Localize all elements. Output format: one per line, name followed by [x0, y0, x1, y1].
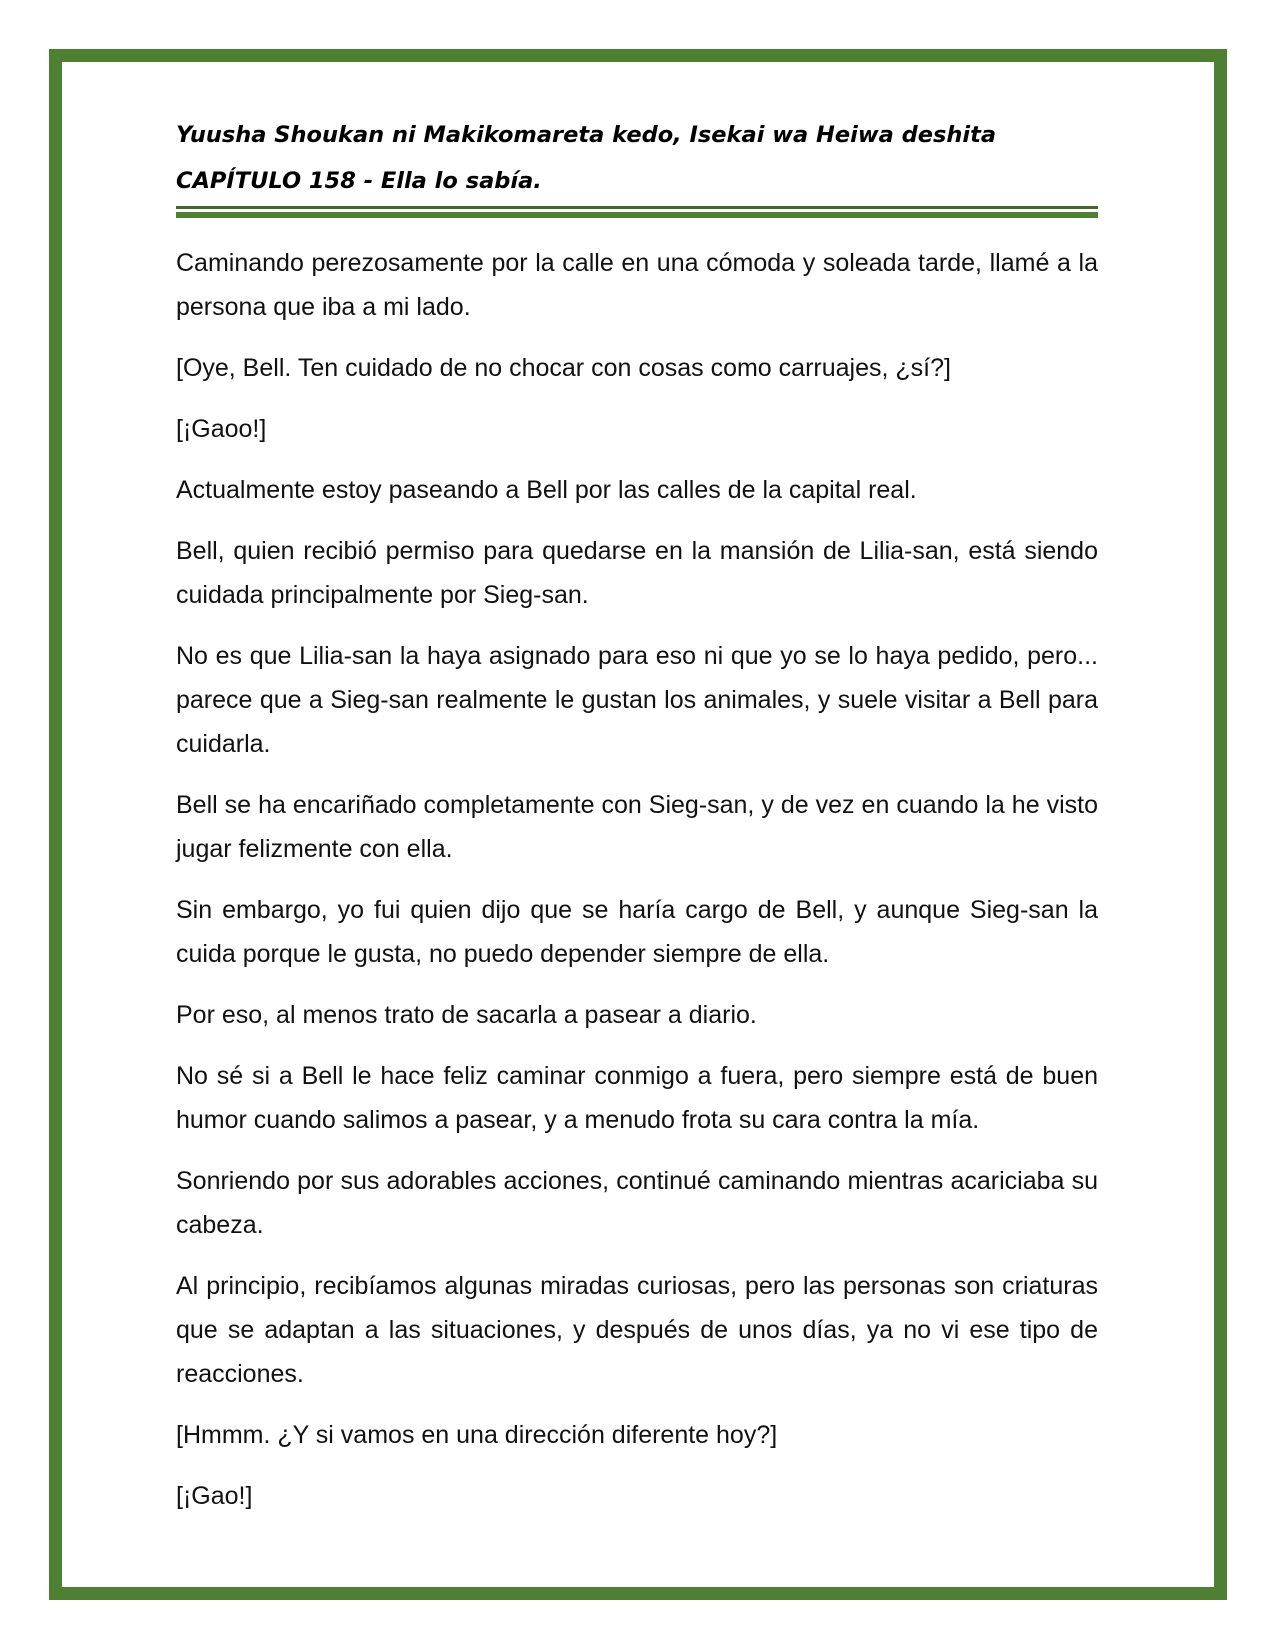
paragraph: No es que Lilia-san la haya asignado para eso ni que yo se lo haya pedido, pero... parece que a Sieg-san realmente le gustan los animales, y suele visitar a Bell para cuidarla. — [176, 642, 1098, 758]
paragraph: Bell, quien recibió permiso para quedarse en la mansión de Lilia-san, está siendo cuidada principalmente por Sieg-san. — [176, 537, 1098, 609]
paragraph: Por eso, al menos trato de sacarla a pasear a diario. — [176, 1001, 757, 1029]
chapter-header — [176, 112, 1098, 218]
paragraph: Caminando perezosamente por la calle en una cómoda y soleada tarde, llamé a la persona que iba a mi lado. — [176, 249, 1098, 321]
chapter-title: CAPÍTULO 158 - Ella lo sabía. — [176, 168, 542, 194]
paragraph: Sin embargo, yo fui quien dijo que se haría cargo de Bell, y aunque Sieg-san la cuida porque le gusta, no puedo depender siempre de ella. — [176, 896, 1098, 968]
paragraph: [¡Gao!] — [176, 1482, 253, 1510]
document-content — [176, 112, 1098, 1535]
paragraph: [Oye, Bell. Ten cuidado de no chocar con cosas como carruajes, ¿sí?] — [176, 354, 951, 382]
paragraph: No sé si a Bell le hace feliz caminar conmigo a fuera, pero siempre está de buen humor cuando salimos a pasear, y a menudo frota su cara contra la mía. — [176, 1062, 1098, 1134]
paragraph: Al principio, recibíamos algunas miradas curiosas, pero las personas son criaturas que se adaptan a las situaciones, y después de unos días, ya no vi ese tipo de reacciones. — [176, 1272, 1098, 1388]
header-divider-thin — [176, 206, 1098, 209]
paragraph: [¡Gaoo!] — [176, 415, 267, 443]
header-divider-thick — [176, 212, 1098, 218]
paragraph: Actualmente estoy paseando a Bell por las calles de la capital real. — [176, 476, 917, 504]
chapter-body — [176, 241, 1098, 1518]
paragraph: Bell se ha encariñado completamente con Sieg-san, y de vez en cuando la he visto jugar felizmente con ella. — [176, 791, 1098, 863]
paragraph: [Hmmm. ¿Y si vamos en una dirección diferente hoy?] — [176, 1421, 778, 1449]
paragraph: Sonriendo por sus adorables acciones, continué caminando mientras acariciaba su cabeza. — [176, 1167, 1098, 1239]
series-title: Yuusha Shoukan ni Makikomareta kedo, Isekai wa Heiwa deshita — [176, 122, 997, 148]
